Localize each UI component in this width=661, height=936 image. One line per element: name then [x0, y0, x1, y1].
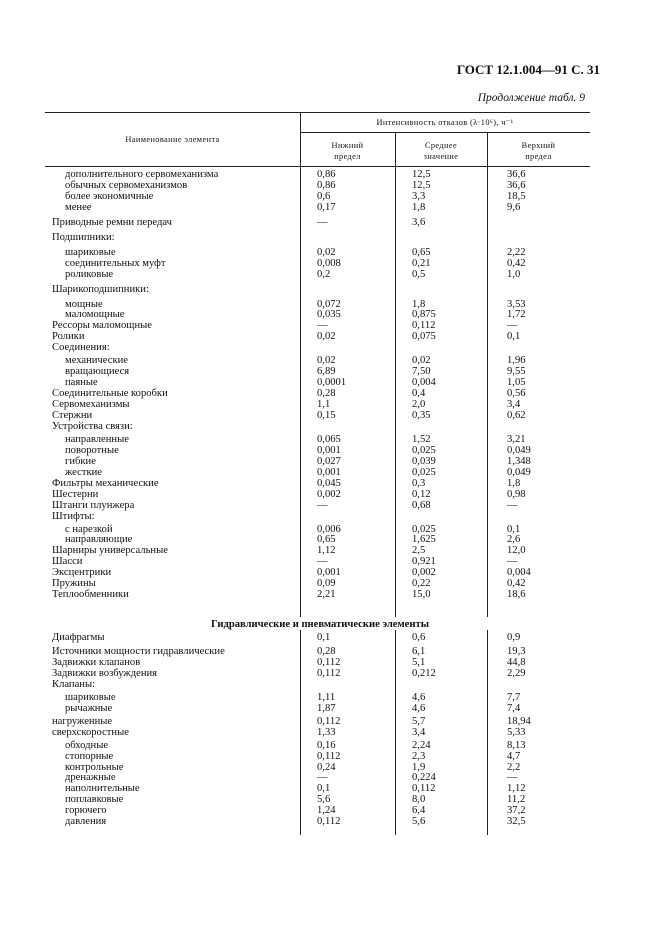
row-upper: 1,12: [507, 783, 526, 795]
row-name: жесткие: [65, 466, 102, 478]
row-mean: 0,212: [412, 667, 436, 679]
row-name: Эксцентрики: [52, 567, 112, 579]
row-lower: 1,33: [317, 726, 336, 738]
row-mean: 4,6: [412, 702, 426, 714]
row-name: давления: [65, 816, 107, 828]
row-lower: 0,112: [317, 750, 341, 762]
row-mean: 1,8: [412, 201, 426, 213]
row-upper: 19,3: [507, 646, 526, 657]
row-mean: 2,5: [412, 545, 426, 557]
row-mean: 0,921: [412, 556, 436, 568]
header-upper-line1: Верхний: [521, 141, 556, 150]
row-upper: 11,2: [507, 794, 526, 806]
table-row: [0, 727, 661, 739]
row-lower: 0,28: [317, 646, 336, 657]
row-mean: 0,002: [412, 567, 436, 579]
row-upper: 0,56: [507, 388, 526, 400]
row-mean: 0,112: [412, 783, 436, 795]
row-upper: —: [507, 499, 518, 511]
row-name: Штифты:: [52, 510, 95, 522]
table-row: [0, 421, 661, 433]
table-row: [0, 632, 661, 644]
row-name: Задвижки клапанов: [52, 656, 141, 668]
row-upper: 18,5: [507, 190, 526, 202]
row-name: мощные: [65, 298, 103, 310]
row-mean: 0,22: [412, 578, 431, 590]
row-name: Задвижки возбуждения: [52, 667, 158, 679]
table-top-rule: [45, 112, 590, 113]
row-lower: 1,1: [317, 399, 331, 410]
row-upper: 4,7: [507, 750, 521, 762]
row-lower: —: [317, 499, 328, 511]
row-name: сверхскоростные: [52, 726, 129, 738]
row-mean: 3,4: [412, 726, 426, 738]
row-name: менее: [65, 201, 92, 213]
row-upper: —: [507, 772, 518, 784]
row-upper: 12,0: [507, 545, 526, 557]
row-lower: —: [317, 556, 328, 568]
row-lower: 1,24: [317, 805, 336, 817]
row-name: поплавковые: [65, 794, 124, 806]
row-mean: 0,4: [412, 388, 426, 400]
row-mean: 0,5: [412, 268, 426, 280]
row-upper: 44,8: [507, 656, 526, 668]
section-title: Гидравлические и пневматические элементы: [211, 619, 429, 630]
row-upper: 0,42: [507, 578, 526, 590]
header-lower-line1: Нижний: [331, 141, 364, 150]
row-lower: 0,001: [317, 567, 341, 579]
row-upper: 8,13: [507, 739, 526, 751]
row-name: Пружины: [52, 578, 96, 590]
row-lower: 0,86: [317, 169, 336, 180]
row-lower: 1,12: [317, 545, 336, 557]
table-row: [0, 202, 661, 214]
row-lower: 0,86: [317, 179, 336, 191]
row-upper: 3,4: [507, 399, 521, 410]
row-name: горючего: [65, 805, 107, 817]
table-row: [0, 511, 661, 523]
row-name: Клапаны:: [52, 678, 96, 690]
row-lower: 0,065: [317, 433, 341, 445]
header-lower-line2: предел: [334, 152, 361, 161]
row-mean: 6,4: [412, 805, 426, 817]
row-name: стопорные: [65, 750, 114, 762]
header-mean: [395, 140, 487, 162]
row-lower: 0,027: [317, 455, 341, 467]
row-mean: 1,9: [412, 761, 426, 773]
row-upper: 5,33: [507, 726, 526, 738]
row-name: Стержни: [52, 410, 93, 421]
row-lower: 0,28: [317, 388, 336, 400]
table-row: [0, 589, 661, 601]
row-lower: 1,11: [317, 691, 336, 703]
row-lower: 0,008: [317, 257, 341, 269]
row-lower: 0,006: [317, 523, 341, 535]
row-lower: 0,02: [317, 331, 336, 343]
row-name: Шестерни: [52, 488, 99, 500]
row-mean: 1,8: [412, 298, 426, 310]
header-name-column: Наименование элемента: [125, 135, 220, 144]
row-name: соединительных муфт: [65, 257, 166, 269]
row-lower: 0,09: [317, 578, 336, 590]
row-lower: 0,02: [317, 246, 336, 258]
row-mean: 2,3: [412, 750, 426, 762]
header-upper: [487, 140, 590, 162]
row-lower: 0,112: [317, 667, 341, 679]
header-mean-line1: Среднее: [424, 141, 458, 150]
row-upper: 37,2: [507, 805, 526, 817]
row-upper: 0,049: [507, 466, 531, 478]
row-lower: 6,89: [317, 366, 336, 378]
table-row: [0, 703, 661, 715]
row-lower: 1,87: [317, 702, 336, 714]
table-row: [0, 679, 661, 691]
row-upper: 1,348: [507, 455, 531, 467]
row-mean: 2,0: [412, 399, 426, 410]
table-row: [0, 284, 661, 296]
row-upper: 1,05: [507, 377, 526, 389]
row-mean: 0,224: [412, 772, 436, 784]
row-name: дополнительного сервомеханизма: [65, 169, 219, 180]
row-name: шариковые: [65, 691, 116, 703]
header-bottom-rule: [45, 166, 590, 167]
row-mean: 0,02: [412, 355, 431, 367]
row-name: маломощные: [65, 309, 125, 321]
row-lower: 0,001: [317, 444, 341, 456]
row-upper: 0,9: [507, 632, 521, 643]
row-name: дренажные: [65, 772, 116, 784]
row-upper: 0,98: [507, 488, 526, 500]
row-mean: 1,625: [412, 534, 436, 546]
row-lower: 0,001: [317, 466, 341, 478]
header-upper-line2: предел: [525, 152, 552, 161]
row-lower: —: [317, 320, 328, 332]
row-lower: 0,002: [317, 488, 341, 500]
row-upper: 2,2: [507, 761, 521, 773]
row-upper: 9,6: [507, 201, 521, 213]
row-name: направляющие: [65, 534, 133, 546]
table-row: [0, 232, 661, 244]
row-lower: 0,045: [317, 477, 341, 489]
row-mean: 0,65: [412, 246, 431, 258]
row-lower: 0,1: [317, 783, 331, 795]
row-mean: 8,0: [412, 794, 426, 806]
row-name: шариковые: [65, 246, 116, 258]
row-mean: 12,5: [412, 169, 431, 180]
row-upper: 36,6: [507, 179, 526, 191]
row-lower: 0,035: [317, 309, 341, 321]
row-lower: 0,65: [317, 534, 336, 546]
continuation-label: Продолжение табл. 9: [477, 92, 585, 104]
row-mean: 5,7: [412, 715, 426, 727]
row-mean: 0,3: [412, 477, 426, 489]
row-name: Соединения:: [52, 342, 110, 354]
row-upper: 3,53: [507, 298, 526, 310]
row-name: Соединительные коробки: [52, 388, 168, 400]
row-mean: 7,50: [412, 366, 431, 378]
row-upper: 2,6: [507, 534, 521, 546]
row-name: Ролики: [52, 331, 85, 343]
row-name: направленные: [65, 433, 129, 445]
row-mean: 0,875: [412, 309, 436, 321]
row-upper: 2,29: [507, 667, 526, 679]
row-upper: 7,4: [507, 702, 521, 714]
row-name: Шарикоподшипники:: [52, 283, 149, 295]
row-upper: 0,1: [507, 523, 521, 535]
row-name: Источники мощности гидравлические: [52, 646, 225, 657]
row-mean: 4,6: [412, 691, 426, 703]
row-upper: 1,8: [507, 477, 521, 489]
row-lower: 0,6: [317, 190, 331, 202]
row-mean: 3,3: [412, 190, 426, 202]
row-mean: 1,52: [412, 433, 431, 445]
row-lower: 0,15: [317, 410, 336, 421]
row-upper: 1,72: [507, 309, 526, 321]
row-upper: 9,55: [507, 366, 526, 378]
row-mean: 0,025: [412, 444, 436, 456]
row-upper: 0,1: [507, 331, 521, 343]
row-name: Фильтры механические: [52, 477, 159, 489]
table-row: [0, 217, 661, 229]
header-mean-line2: значение: [423, 152, 459, 161]
row-name: роликовые: [65, 268, 114, 280]
row-mean: 15,0: [412, 589, 431, 601]
row-lower: 0,16: [317, 739, 336, 751]
row-mean: 6,1: [412, 646, 426, 657]
row-lower: 0,112: [317, 715, 341, 727]
row-mean: 12,5: [412, 179, 431, 191]
row-mean: 5,1: [412, 656, 426, 668]
table-row: [0, 342, 661, 354]
row-name: Теплообменники: [52, 589, 129, 601]
row-lower: 0,112: [317, 816, 341, 828]
row-name: рычажные: [65, 702, 113, 714]
row-lower: 0,24: [317, 761, 336, 773]
row-upper: 7,7: [507, 691, 521, 703]
row-mean: 0,025: [412, 466, 436, 478]
row-name: Шасси: [52, 556, 83, 568]
row-mean: 0,68: [412, 499, 431, 511]
row-upper: 18,6: [507, 589, 526, 601]
row-upper: —: [507, 320, 518, 332]
row-mean: 0,075: [412, 331, 436, 343]
row-mean: 0,112: [412, 320, 436, 332]
row-name: Штанги плунжера: [52, 499, 135, 511]
row-mean: 2,24: [412, 739, 431, 751]
row-mean: 0,21: [412, 257, 431, 269]
row-name: обычных сервомеханизмов: [65, 179, 188, 191]
row-name: нагруженные: [52, 715, 113, 727]
row-upper: 32,5: [507, 816, 526, 828]
row-name: Подшипники:: [52, 231, 115, 243]
row-name: более экономичные: [65, 190, 154, 202]
row-upper: 1,96: [507, 355, 526, 367]
row-name: Сервомеханизмы: [52, 399, 130, 410]
row-lower: 0,17: [317, 201, 336, 213]
header-subrule: [300, 132, 590, 133]
page-header: ГОСТ 12.1.004—91 С. 31: [456, 62, 600, 77]
table-row: [0, 269, 661, 281]
row-lower: 2,21: [317, 589, 336, 601]
row-name: гибкие: [65, 455, 96, 467]
row-upper: 0,049: [507, 444, 531, 456]
row-name: поворотные: [65, 444, 119, 456]
row-lower: 0,02: [317, 355, 336, 367]
row-lower: —: [317, 216, 328, 228]
row-lower: 5,6: [317, 794, 331, 806]
row-mean: 5,6: [412, 816, 426, 828]
row-lower: —: [317, 772, 328, 784]
row-mean: 0,025: [412, 523, 436, 535]
row-upper: 36,6: [507, 169, 526, 180]
table-row: [0, 816, 661, 828]
row-name: наполнительные: [65, 783, 140, 795]
row-mean: 0,004: [412, 377, 436, 389]
row-mean: 0,12: [412, 488, 431, 500]
row-name: обходные: [65, 739, 109, 751]
row-name: Устройства связи:: [52, 420, 133, 432]
row-upper: 1,0: [507, 268, 521, 280]
row-name: Рессоры маломощные: [52, 320, 152, 332]
row-lower: 0,112: [317, 656, 341, 668]
header-intensity: Интенсивность отказов (λ·10⁶), ч⁻¹: [376, 118, 514, 127]
row-name: Шарниры универсальные: [52, 545, 168, 557]
row-name: механические: [65, 355, 128, 367]
row-lower: 0,0001: [317, 377, 347, 389]
row-upper: 0,42: [507, 257, 526, 269]
header-lower: [300, 140, 395, 162]
row-upper: —: [507, 556, 518, 568]
row-mean: 3,6: [412, 216, 426, 228]
row-upper: 0,62: [507, 410, 526, 421]
row-lower: 0,072: [317, 298, 341, 310]
row-upper: 0,004: [507, 567, 531, 579]
row-upper: 3,21: [507, 433, 526, 445]
row-name: Диафрагмы: [52, 632, 105, 643]
row-upper: 18,94: [507, 715, 531, 727]
row-mean: 0,35: [412, 410, 431, 421]
row-mean: 0,039: [412, 455, 436, 467]
row-upper: 2,22: [507, 246, 526, 258]
row-lower: 0,1: [317, 632, 331, 643]
row-name: Приводные ремни передач: [52, 216, 172, 228]
row-name: вращающиеся: [65, 366, 130, 378]
row-mean: 0,6: [412, 632, 426, 643]
row-name: контрольные: [65, 761, 124, 773]
row-name: с нарезкой: [65, 523, 113, 535]
row-name: паяные: [65, 377, 98, 389]
row-lower: 0,2: [317, 268, 331, 280]
